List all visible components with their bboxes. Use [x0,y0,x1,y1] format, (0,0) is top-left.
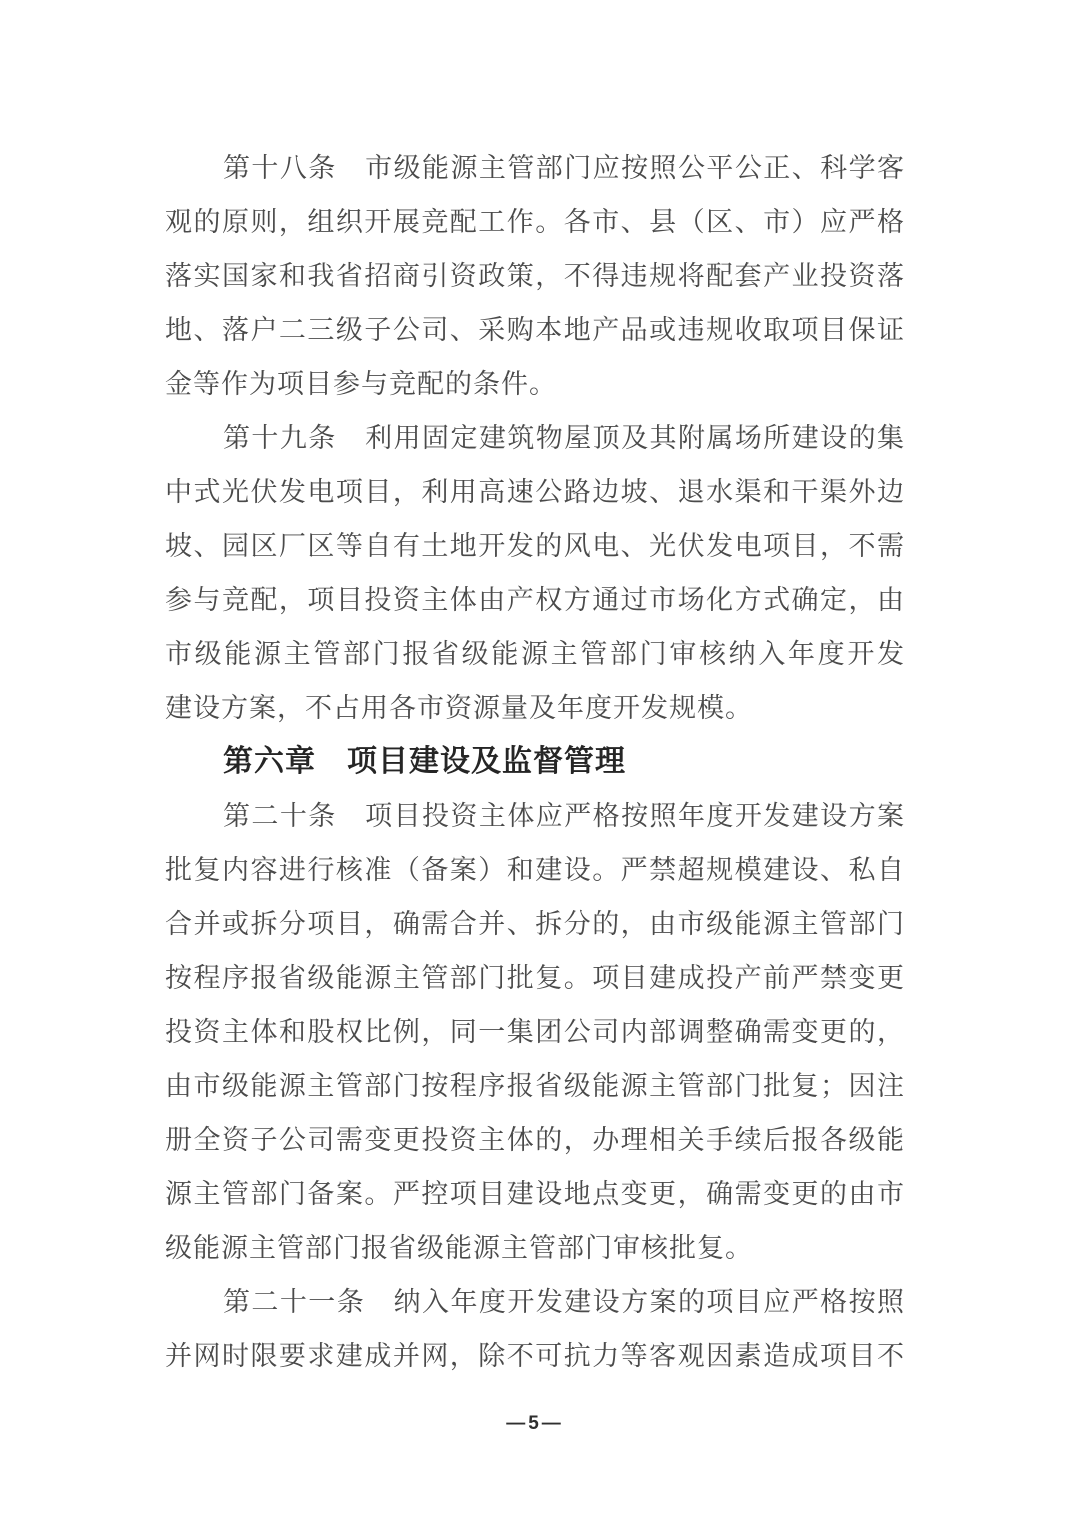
document-line: 按程序报省级能源主管部门批复。项目建成投产前严禁变更 [165,963,905,993]
document-line: 中式光伏发电项目，利用高速公路边坡、退水渠和干渠外边 [165,477,905,507]
document-line: 参与竞配，项目投资主体由产权方通过市场化方式确定，由 [165,585,905,615]
document-line: 金等作为项目参与竞配的条件。 [165,369,557,399]
document-line: 批复内容进行核准（备案）和建设。严禁超规模建设、私自 [165,855,905,885]
document-line: 地、落户二三级子公司、采购本地产品或违规收取项目保证 [165,315,905,345]
document-body [165,141,905,1383]
document-line: 坡、园区厂区等自有土地开发的风电、光伏发电项目，不需 [165,531,905,561]
chapter-heading: 第六章 项目建设及监督管理 [223,745,626,778]
document-line: 第二十条 项目投资主体应严格按照年度开发建设方案 [223,801,905,831]
document-line: 册全资子公司需变更投资主体的，办理相关手续后报各级能 [165,1125,905,1155]
document-line: 第十九条 利用固定建筑物屋顶及其附属场所建设的集 [223,423,905,453]
document-line: 落实国家和我省招商引资政策，不得违规将配套产业投资落 [165,261,905,291]
document-line: 合并或拆分项目，确需合并、拆分的，由市级能源主管部门 [165,909,905,939]
page-footer [165,1412,905,1436]
document-line: 观的原则，组织开展竞配工作。各市、县（区、市）应严格 [165,207,905,237]
document-line: 第二十一条 纳入年度开发建设方案的项目应严格按照 [223,1287,905,1317]
document-line: 建设方案，不占用各市资源量及年度开发规模。 [165,693,753,723]
document-line: 市级能源主管部门报省级能源主管部门审核纳入年度开发 [165,639,905,669]
document-line: 第十八条 市级能源主管部门应按照公平公正、科学客 [223,153,905,183]
document-line: 级能源主管部门报省级能源主管部门审核批复。 [165,1233,753,1263]
document-line: 源主管部门备案。严控项目建设地点变更，确需变更的由市 [165,1179,905,1209]
document-line: 由市级能源主管部门按程序报省级能源主管部门批复；因注 [165,1071,905,1101]
document-line: 投资主体和股权比例，同一集团公司内部调整确需变更的， [165,1017,905,1047]
document-line: 并网时限要求建成并网，除不可抗力等客观因素造成项目不 [165,1341,905,1371]
page-number: —5— [506,1413,564,1434]
